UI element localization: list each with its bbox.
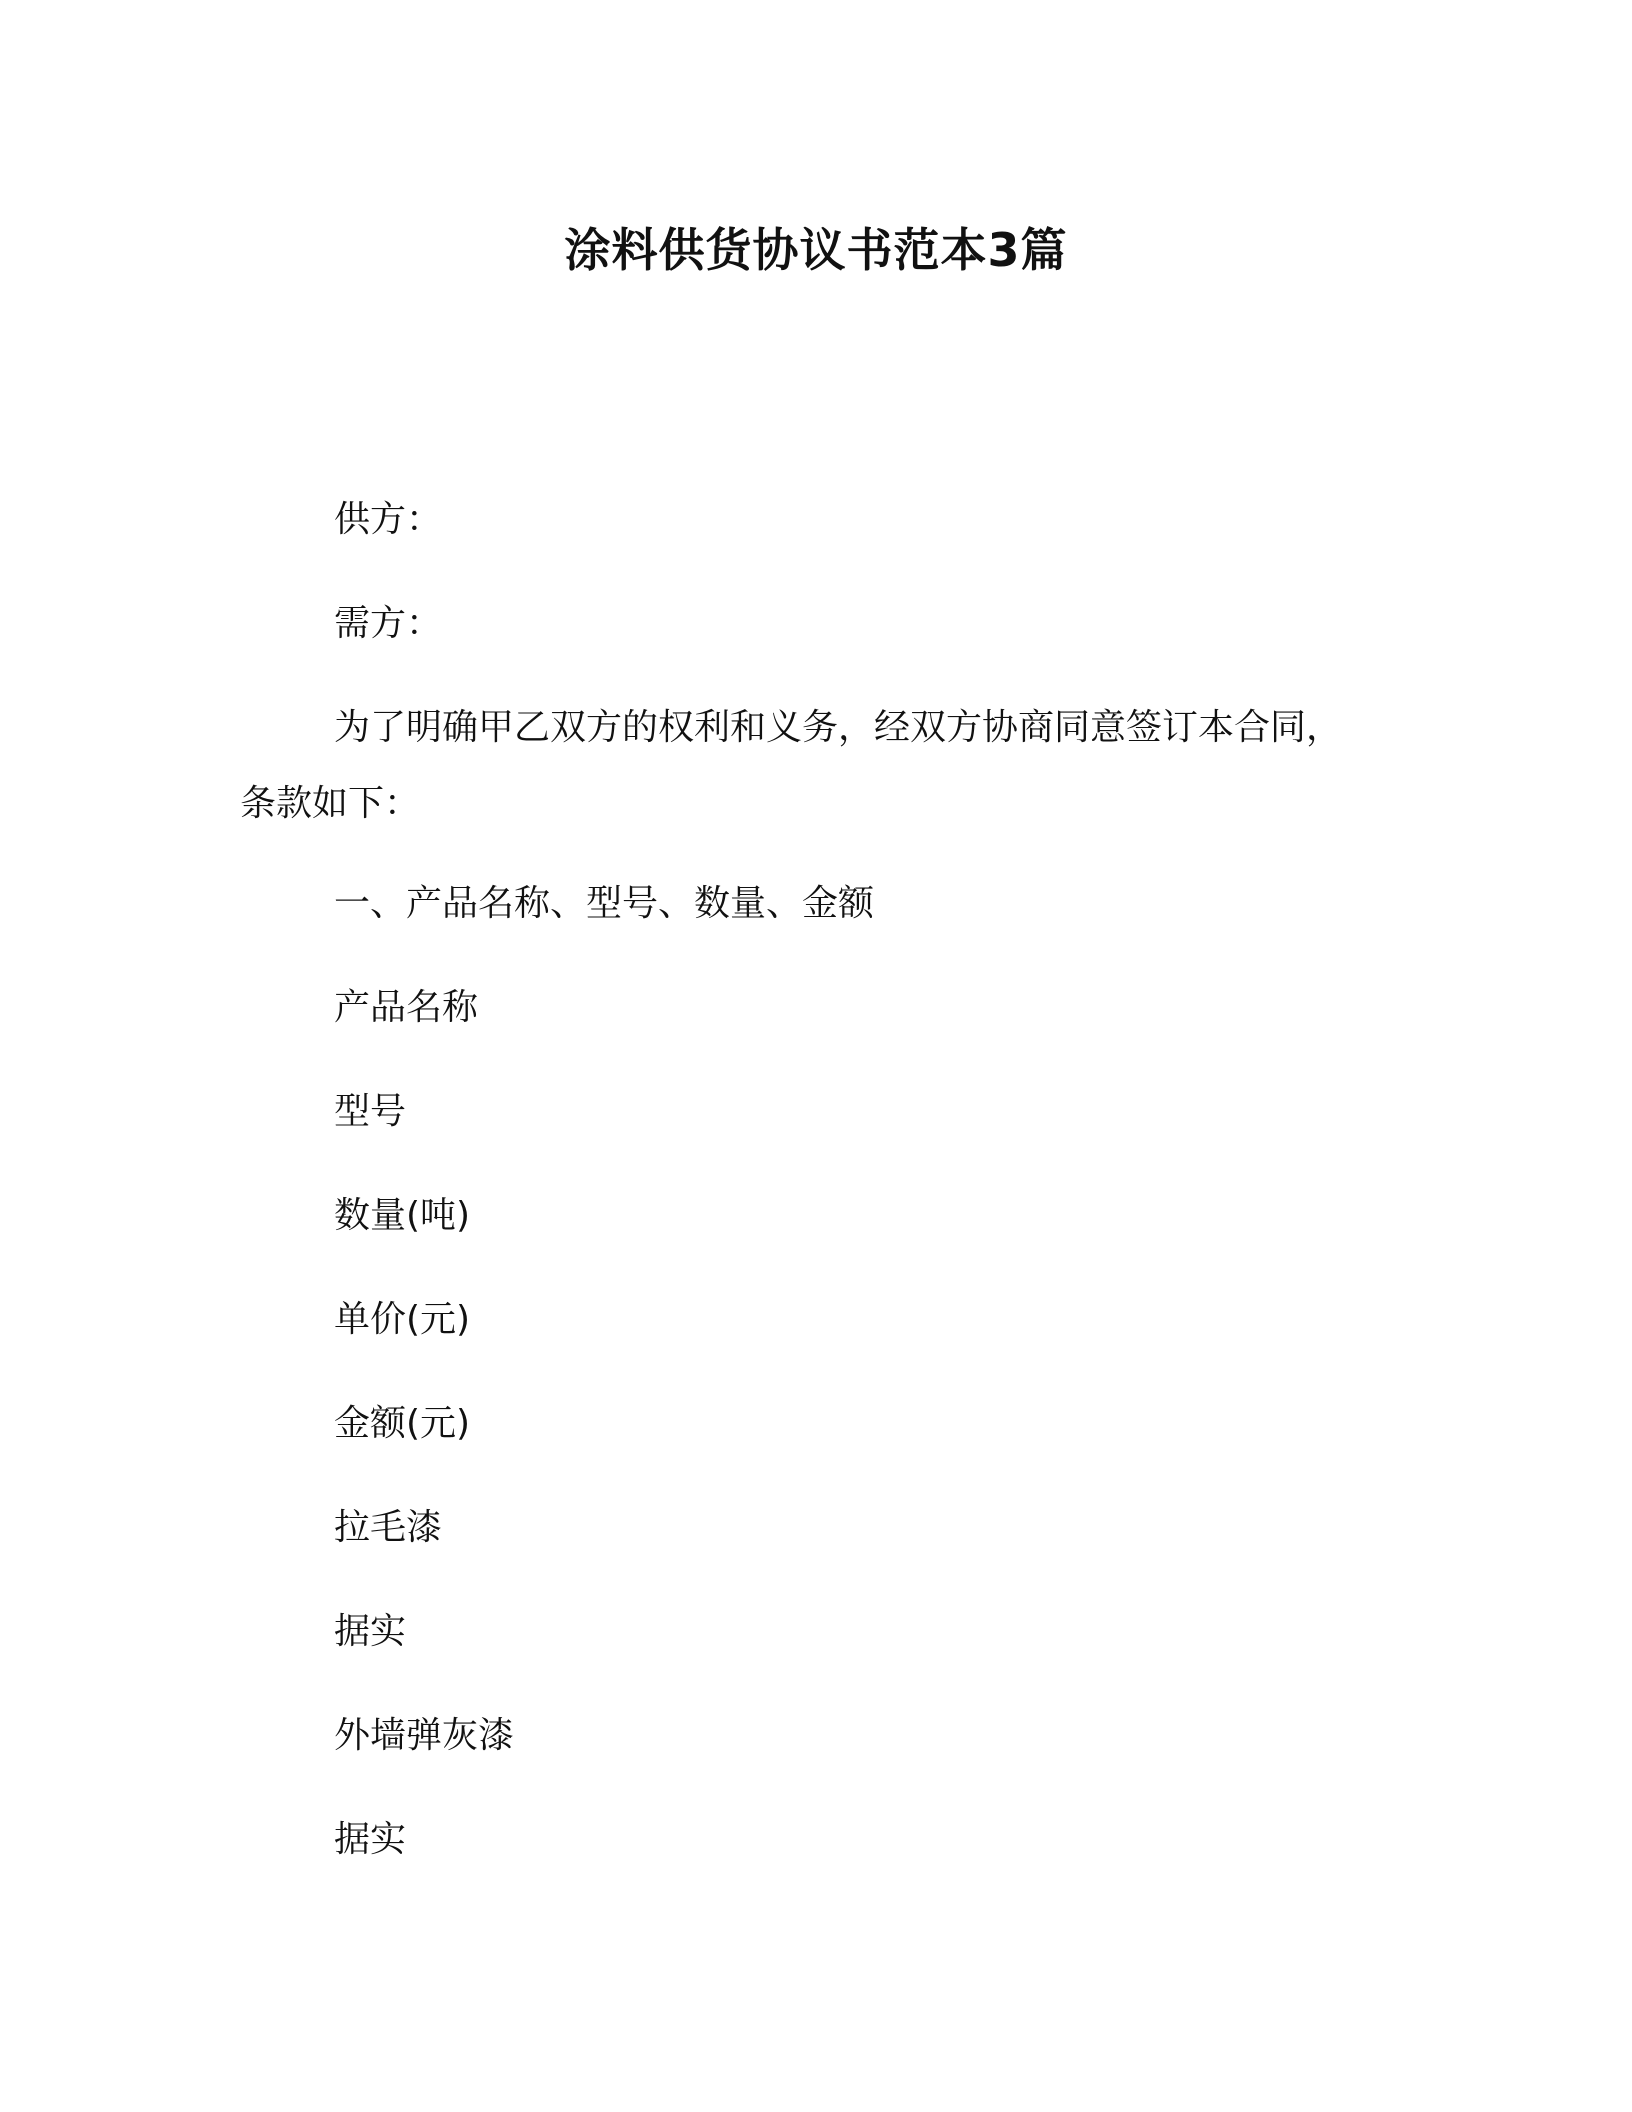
product-item-1-value: 据实	[334, 1611, 407, 1652]
section-heading: 一、产品名称、型号、数量、金额	[334, 883, 875, 924]
product-item-2: 外墙弹灰漆	[334, 1715, 515, 1756]
field-amount: 金额(元)	[334, 1403, 471, 1444]
field-quantity: 数量(吨)	[334, 1195, 471, 1236]
field-unit-price: 单价(元)	[334, 1299, 471, 1340]
intro-paragraph-line-2: 条款如下：	[240, 783, 421, 824]
product-item-2-value: 据实	[334, 1819, 407, 1860]
buyer-label: 需方：	[334, 603, 443, 644]
field-product-name: 产品名称	[334, 987, 479, 1028]
intro-paragraph-line-1: 为了明确甲乙双方的权利和义务，经双方协商同意签订本合同，	[334, 707, 1343, 748]
field-model: 型号	[334, 1091, 407, 1132]
document-title: 涂料供货协议书范本3篇	[564, 223, 1068, 277]
product-item-1: 拉毛漆	[334, 1507, 443, 1548]
supplier-label: 供方：	[334, 499, 443, 540]
